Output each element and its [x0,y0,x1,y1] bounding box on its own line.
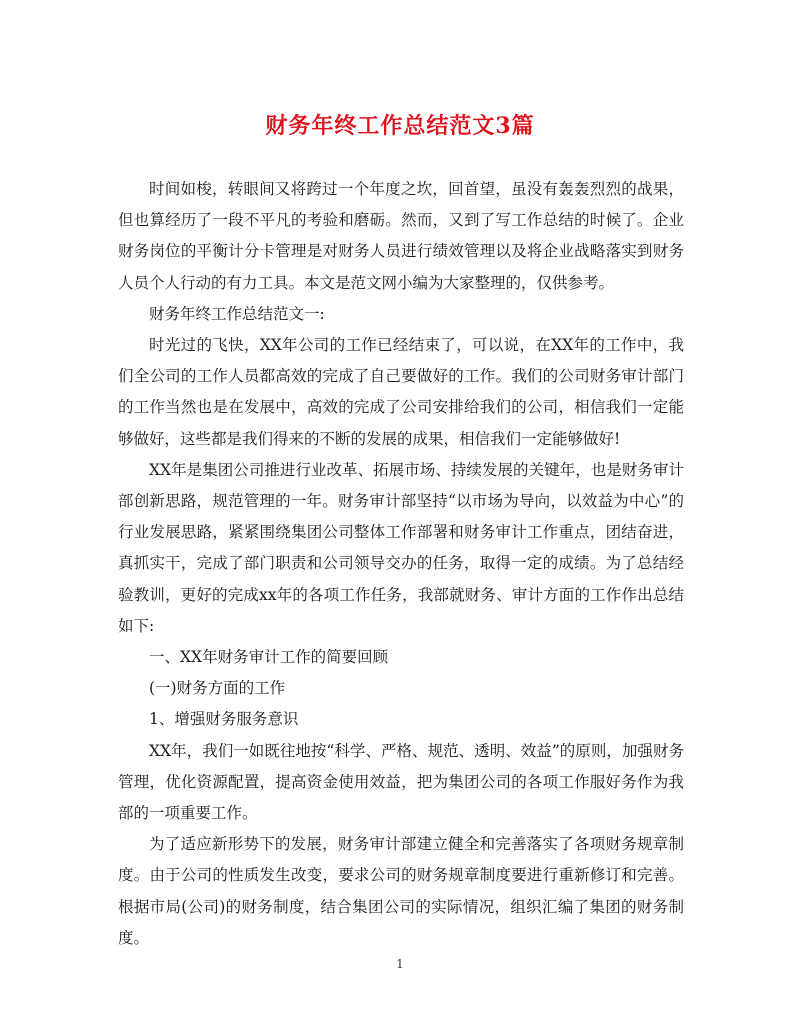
document-body [118,174,684,954]
paragraph-body: 为了适应新形势下的发展，财务审计部建立健全和完善落实了各项财务规章制度。由于公司的性质发生改变，要求公司的财务规章制度要进行重新修订和完善。根据市局(公司)的财务制度，结合集团公司的实际情况，组织汇编了集团的财务制度。 [118,835,684,947]
paragraph-body: XX年是集团公司推进行业改革、拓展市场、持续发展的关键年，也是财务审计部创新思路，规范管理的一年。财务审计部坚持“以市场为导向，以效益为中心”的行业发展思路，紧紧围绕集团公司整体工作部署和财务审计工作重点，团结奋进，真抓实干，完成了部门职责和公司领导交办的任务，取得一定的成绩。为了总结经验教训，更好的完成xx年的各项工作任务，我部就财务、审计方面的工作作出总结如下: [118,460,684,635]
paragraph-heading-level-3: 1、增强财务服务意识 [149,710,299,729]
document-title: 财务年终工作总结范文3篇 [265,113,535,139]
paragraph-section-heading: 财务年终工作总结范文一: [149,304,325,323]
paragraph-body: XX年，我们一如既往地按“科学、严格、规范、透明、效益”的原则，加强财务管理，优化资源配置，提高资金使用效益，把为集团公司的各项工作服好务作为我部的一项重要工作。 [118,741,684,823]
paragraph-heading-level-2: (一)财务方面的工作 [149,679,286,698]
paragraph-body: 时光过的飞快，XX年公司的工作已经结束了，可以说，在XX年的工作中，我们全公司的工作人员都高效的完成了自己要做好的工作。我们的公司财务审计部门的工作当然也是在发展中，高效的完成了公司安排给我们的公司，相信我们一定能够做好，这些都是我们得来的不断的发展的成果，相信我们一定能够做好! [118,336,684,448]
paragraph-heading-level-1: 一、XX年财务审计工作的简要回顾 [149,648,389,667]
page-number: 1 [396,957,404,971]
paragraph-intro: 时间如梭，转眼间又将跨过一个年度之坎，回首望，虽没有轰轰烈烈的战果，但也算经历了一段不平凡的考验和磨砺。然而，又到了写工作总结的时候了。企业财务岗位的平衡计分卡管理是对财务人员进行绩效管理以及将企业战略落实到财务人员个人行动的有力工具。本文是范文网小编为大家整理的，仅供参考。 [118,180,684,292]
